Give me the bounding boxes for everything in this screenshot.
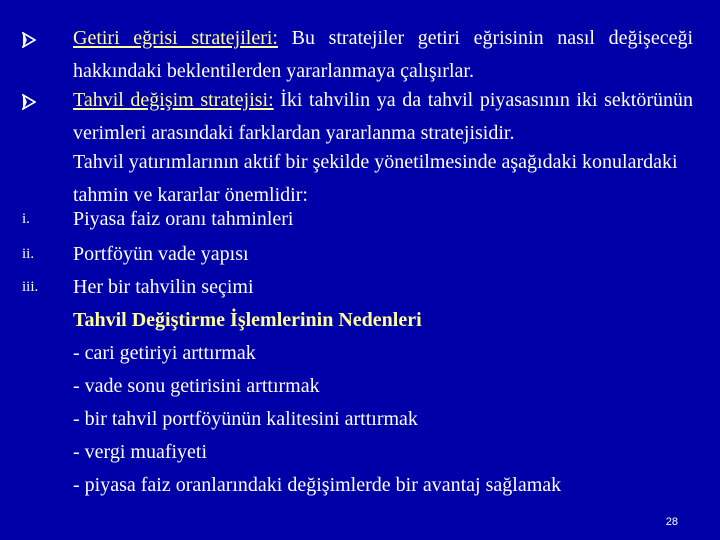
dash-item-text: - vergi muafiyeti bbox=[73, 441, 208, 463]
term-yield-curve-strategies: Getiri eğrisi stratejileri: bbox=[73, 27, 278, 49]
intro-paragraph: Tahvil yatırımlarının aktif bir şekilde yönetilmesinde aşağıdaki konulardaki tahmin ve kararlar önemlidir: bbox=[73, 151, 678, 206]
dash-item-text: - piyasa faiz oranlarındaki değişimlerde bir avantaj sağlamak bbox=[73, 474, 562, 496]
dash-item-text: - cari getiriyi arttırmak bbox=[73, 342, 256, 364]
roman-item-text: Her bir tahvilin seçimi bbox=[73, 276, 254, 298]
bullet-item-1-body: Bu stratejiler getiri eğrisinin nasıl değişeceği hakkındaki beklentilerden yararlanmaya çalışırlar. bbox=[73, 27, 694, 82]
roman-item-text: Piyasa faiz oranı tahminleri bbox=[73, 208, 294, 230]
roman-marker: ii. bbox=[22, 246, 35, 262]
roman-marker: iii. bbox=[22, 279, 39, 295]
bullet-item-2-text bbox=[73, 84, 693, 150]
arrow-bullet-icon bbox=[22, 22, 36, 55]
roman-item-text: Portföyün vade yapısı bbox=[73, 243, 249, 265]
bullet-item-1-text bbox=[73, 22, 693, 88]
page-number: 28 bbox=[665, 516, 678, 528]
section-heading: Tahvil Değiştirme İşlemlerinin Nedenleri bbox=[73, 309, 422, 331]
dash-item-text: - bir tahvil portföyünün kalitesini arttırmak bbox=[73, 408, 418, 430]
dash-item-text: - vade sonu getirisini arttırmak bbox=[73, 375, 320, 397]
arrow-bullet-icon bbox=[22, 84, 36, 117]
term-bond-swap-strategy: Tahvil değişim stratejisi: bbox=[73, 89, 274, 111]
bullet-item-2-body: İki tahvilin ya da tahvil piyasasının iki sektörünün verimleri arasındaki farklardan yararlanma stratejisidir. bbox=[73, 89, 693, 144]
roman-marker: i. bbox=[22, 211, 30, 227]
